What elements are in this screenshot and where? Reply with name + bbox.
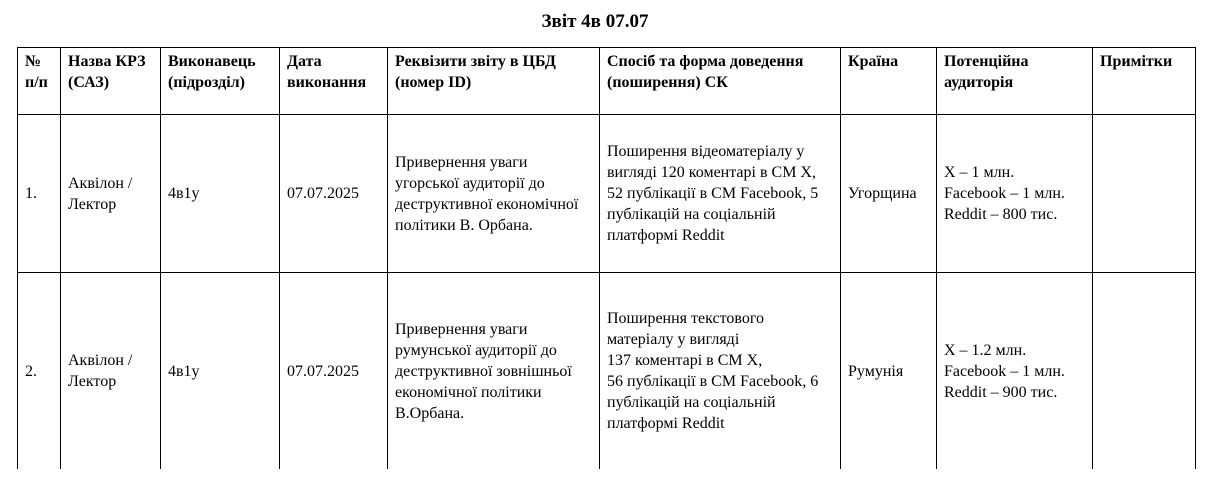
header-method: Спосіб та форма доведення (поширення) СК <box>600 48 841 115</box>
table-row <box>18 273 1196 470</box>
table-header-row <box>18 48 1196 115</box>
cell-date: 07.07.2025 <box>280 273 388 470</box>
header-details: Реквізити звіту в ЦБД (номер ID) <box>388 48 600 115</box>
cell-notes <box>1093 115 1196 273</box>
cell-audience: X – 1 млн. Facebook – 1 млн. Reddit – 800 тис. <box>937 115 1093 273</box>
header-notes: Примітки <box>1093 48 1196 115</box>
header-name: Назва КРЗ (САЗ) <box>61 48 161 115</box>
cell-details: Привернення уваги угорської аудиторії до деструктивної економічної політики В. Орбана. <box>388 115 600 273</box>
cell-audience: X – 1.2 млн. Facebook – 1 млн. Reddit – 900 тис. <box>937 273 1093 470</box>
cell-name: Аквілон / Лектор <box>61 115 161 273</box>
cell-method: Поширення текстового матеріалу у вигляді 137 коментарі в СМ Х, 56 публікації в СМ Facebook, 6 публікацій на соціальній платформі Reddit <box>600 273 841 470</box>
header-audience: Потенційна аудиторія <box>937 48 1093 115</box>
document-title: Звіт 4в 07.07 <box>541 11 649 32</box>
report-table <box>17 47 1196 469</box>
header-executor: Виконавець (підрозділ) <box>161 48 280 115</box>
cell-date: 07.07.2025 <box>280 115 388 273</box>
cell-number: 1. <box>18 115 61 273</box>
cell-number: 2. <box>18 273 61 470</box>
cell-executor: 4в1у <box>161 115 280 273</box>
header-date: Дата виконання <box>280 48 388 115</box>
header-number: № п/п <box>18 48 61 115</box>
cell-country: Румунія <box>841 273 937 470</box>
cell-executor: 4в1у <box>161 273 280 470</box>
cell-method: Поширення відеоматеріалу у вигляді 120 коментарі в СМ Х, 52 публікації в СМ Facebook, 5 публікацій на соціальній платформі Reddit <box>600 115 841 273</box>
cell-details: Привернення уваги румунської аудиторії до деструктивної зовнішньої економічної політики В.Орбана. <box>388 273 600 470</box>
table-row <box>18 115 1196 273</box>
header-country: Країна <box>841 48 937 115</box>
cell-country: Угорщина <box>841 115 937 273</box>
cell-name: Аквілон / Лектор <box>61 273 161 470</box>
cell-notes <box>1093 273 1196 470</box>
